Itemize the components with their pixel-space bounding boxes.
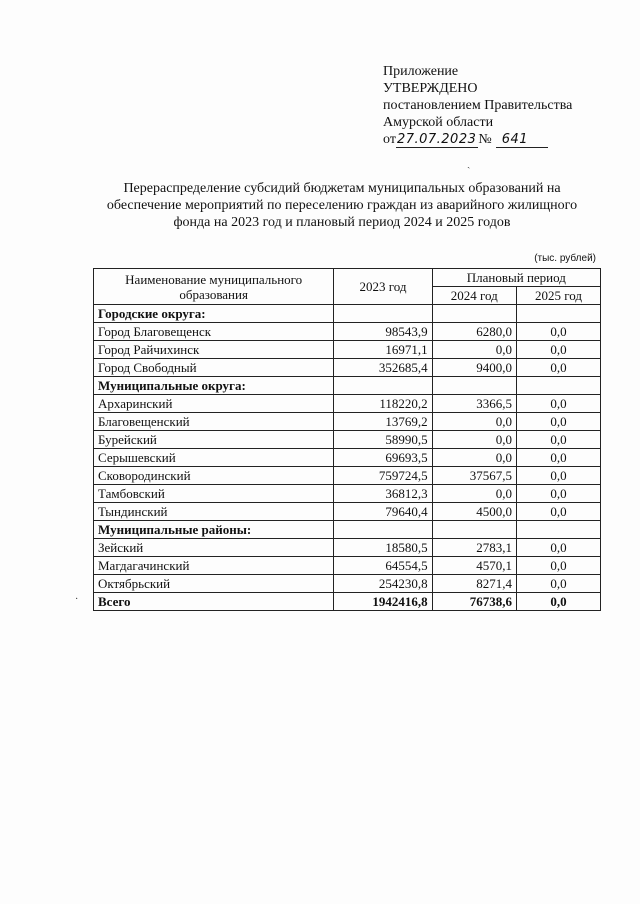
cell-name: Муниципальные округа: [94, 377, 334, 395]
cell-2024: 0,0 [432, 449, 516, 467]
table-row [94, 395, 601, 413]
cell-name: Город Райчихинск [94, 341, 334, 359]
cell-2025: 0,0 [516, 449, 600, 467]
cell-name: Серышевский [94, 449, 334, 467]
cell-2023 [334, 305, 432, 323]
cell-2023: 759724,5 [334, 467, 432, 485]
cell-2024 [432, 377, 516, 395]
cell-name: Сковородинский [94, 467, 334, 485]
cell-name: Тындинский [94, 503, 334, 521]
cell-2023: 118220,2 [334, 395, 432, 413]
table-body [94, 305, 601, 611]
header-plan-period: Плановый период [432, 269, 600, 287]
cell-name: Город Благовещенск [94, 323, 334, 341]
cell-2024: 3366,5 [432, 395, 516, 413]
cell-name: Город Свободный [94, 359, 334, 377]
cell-2024 [432, 305, 516, 323]
cell-2025: 0,0 [516, 359, 600, 377]
cell-2025: 0,0 [516, 485, 600, 503]
table-group-row [94, 521, 601, 539]
table-total-row [94, 593, 601, 611]
approval-line-region: Амурской области [383, 115, 494, 130]
approval-block [383, 63, 572, 148]
header-2024: 2024 год [432, 287, 516, 305]
cell-2023: 58990,5 [334, 431, 432, 449]
cell-2023: 18580,5 [334, 539, 432, 557]
cell-2023 [334, 521, 432, 539]
cell-2025 [516, 305, 600, 323]
cell-2023: 352685,4 [334, 359, 432, 377]
cell-2023: 254230,8 [334, 575, 432, 593]
cell-name: Бурейский [94, 431, 334, 449]
cell-2023: 36812,3 [334, 485, 432, 503]
table-row [94, 575, 601, 593]
cell-2025: 0,0 [516, 539, 600, 557]
cell-2023: 13769,2 [334, 413, 432, 431]
header-name: Наименование муниципального образования [94, 269, 334, 305]
table-row [94, 539, 601, 557]
number-prefix: № [478, 132, 492, 147]
cell-2024: 0,0 [432, 431, 516, 449]
table-group-row [94, 377, 601, 395]
cell-name: Благовещенский [94, 413, 334, 431]
cell-2025: 0,0 [516, 467, 600, 485]
approval-line-resolution: постановлением Правительства [383, 98, 573, 113]
cell-2025 [516, 377, 600, 395]
cell-2024: 0,0 [432, 413, 516, 431]
header-2023: 2023 год [334, 269, 432, 305]
approval-date-line [383, 131, 572, 148]
cell-2025: 0,0 [516, 593, 600, 611]
cell-name: Магдагачинский [94, 557, 334, 575]
table-row [94, 449, 601, 467]
table-row [94, 467, 601, 485]
cell-name: Муниципальные районы: [94, 521, 334, 539]
cell-2025: 0,0 [516, 395, 600, 413]
cell-2024: 4570,1 [432, 557, 516, 575]
cell-2024: 0,0 [432, 485, 516, 503]
cell-2024: 37567,5 [432, 467, 516, 485]
subsidy-table [93, 268, 601, 611]
handwritten-number: 641 [496, 133, 548, 148]
approval-line-appendix: Приложение [383, 64, 459, 79]
cell-name: Октябрьский [94, 575, 334, 593]
cell-2023: 69693,5 [334, 449, 432, 467]
cell-2023: 79640,4 [334, 503, 432, 521]
table-row [94, 323, 601, 341]
cell-2024 [432, 521, 516, 539]
cell-2025 [516, 521, 600, 539]
cell-name: Зейский [94, 539, 334, 557]
cell-2025: 0,0 [516, 575, 600, 593]
date-prefix: от [383, 132, 396, 147]
cell-name: Всего [94, 593, 334, 611]
table-row [94, 485, 601, 503]
cell-2025: 0,0 [516, 413, 600, 431]
cell-2025: 0,0 [516, 431, 600, 449]
cell-2023 [334, 377, 432, 395]
approval-line-approved: УТВЕРЖДЕНО [383, 81, 478, 96]
cell-2025: 0,0 [516, 557, 600, 575]
cell-2025: 0,0 [516, 323, 600, 341]
table-row [94, 341, 601, 359]
cell-2024: 0,0 [432, 341, 516, 359]
table-row [94, 557, 601, 575]
cell-2023: 1942416,8 [334, 593, 432, 611]
table-group-row [94, 305, 601, 323]
cell-2023: 64554,5 [334, 557, 432, 575]
unit-label: (тыс. рублей) [534, 253, 596, 264]
cell-2023: 98543,9 [334, 323, 432, 341]
document-title: Перераспределение субсидий бюджетам муниципальных образований на обеспечение мероприятий по переселению граждан из аварийного жилищного фонда на 2023 год и плановый период 2024 и 2025 годов [106, 181, 578, 230]
cell-2024: 9400,0 [432, 359, 516, 377]
scan-mark: ˎ [467, 158, 471, 169]
scan-dot: · [75, 594, 79, 605]
table-row [94, 431, 601, 449]
cell-name: Городские округа: [94, 305, 334, 323]
table-row [94, 413, 601, 431]
cell-2024: 2783,1 [432, 539, 516, 557]
cell-name: Тамбовский [94, 485, 334, 503]
cell-2023: 16971,1 [334, 341, 432, 359]
cell-2024: 76738,6 [432, 593, 516, 611]
table-row [94, 359, 601, 377]
header-2025: 2025 год [516, 287, 600, 305]
cell-2024: 4500,0 [432, 503, 516, 521]
cell-2025: 0,0 [516, 341, 600, 359]
table-row [94, 503, 601, 521]
cell-name: Архаринский [94, 395, 334, 413]
cell-2024: 8271,4 [432, 575, 516, 593]
handwritten-date: 27.07.2023 [396, 132, 477, 147]
cell-2024: 6280,0 [432, 323, 516, 341]
cell-2025: 0,0 [516, 503, 600, 521]
